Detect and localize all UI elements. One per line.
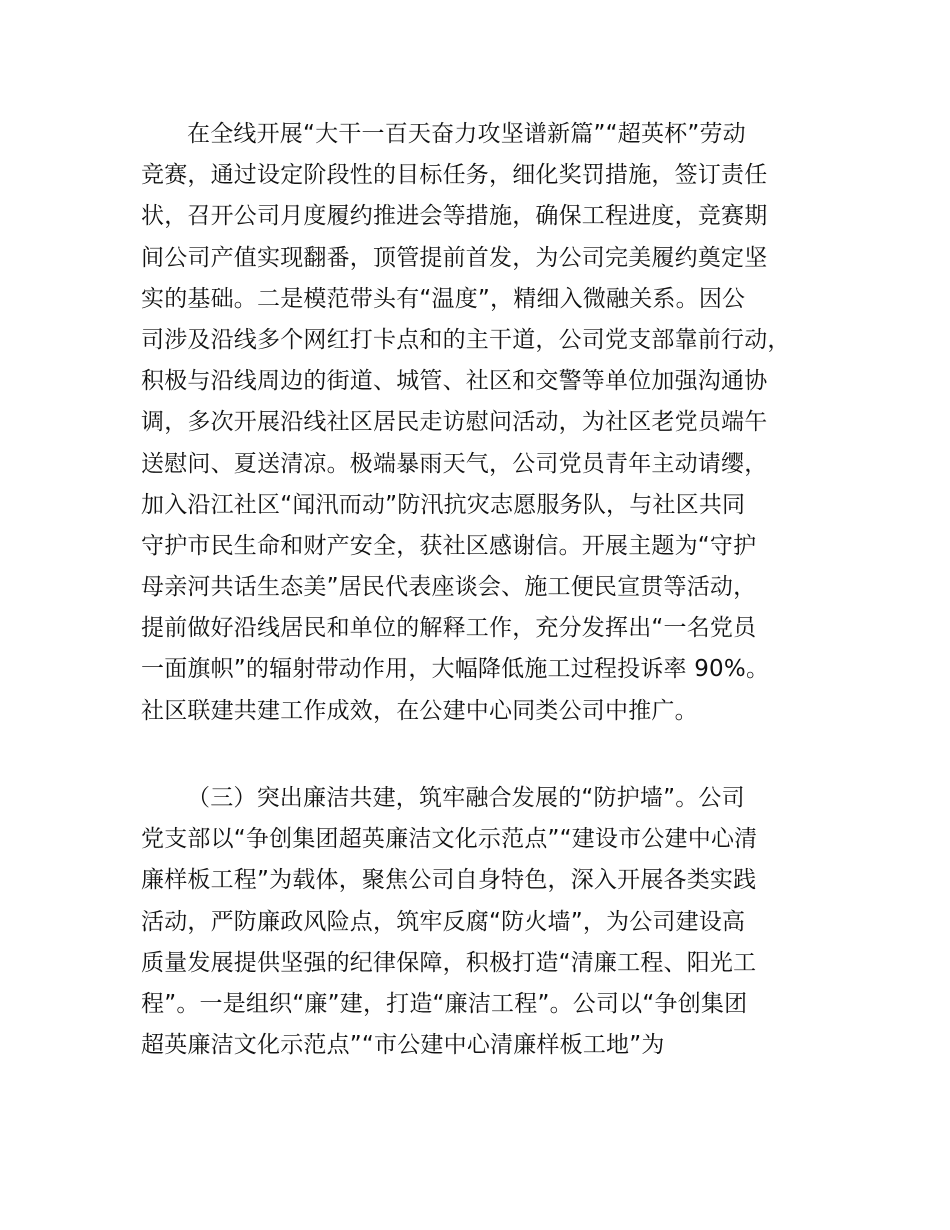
text-line: 廉样板工程”为载体，聚焦公司自身特色，深入开展各类实践 bbox=[141, 867, 757, 894]
text-line: 在全线开展“大干一百天奋力攻坚谱新篇”“超英杯”劳动 bbox=[187, 121, 746, 147]
text-line: 一面旗帜”的辐射带动作用，大幅降低施工过程投诉率 90%。 bbox=[141, 656, 770, 683]
text-line: （三）突出廉洁共建，筑牢融合发展的“防护墙”。公司 bbox=[187, 785, 745, 811]
text-line: 质量发展提供坚强的纪律保障，积极打造“清廉工程、阳光工 bbox=[141, 949, 757, 976]
text-line: 加入沿江社区“闻汛而动”防汛抗灾志愿服务队，与社区共同 bbox=[141, 491, 746, 518]
text-line: 积极与沿线周边的街道、城管、社区和交警等单位加强沟通协 bbox=[141, 368, 768, 395]
text-line: 守护市民生命和财产安全，获社区感谢信。开展主题为“守护 bbox=[141, 532, 757, 559]
text-line: 母亲河共话生态美”居民代表座谈会、施工便民宣贯等活动， bbox=[141, 574, 757, 601]
text-line: 程”。一是组织“廉”建，打造“廉洁工程”。公司以“争创集团 bbox=[141, 990, 748, 1017]
text-line: 竞赛，通过设定阶段性的目标任务，细化奖罚措施，签订责任 bbox=[141, 162, 768, 189]
paragraph-1 bbox=[141, 114, 831, 732]
text-line: 活动，严防廉政风险点，筑牢反腐“防火墙”，为公司建设高 bbox=[141, 908, 746, 935]
text-line: 超英廉洁文化示范点”“市公建中心清廉样板工地”为 bbox=[141, 1032, 665, 1059]
text-line: 调，多次开展沿线社区居民走访慰问活动，为社区老党员端午 bbox=[141, 409, 768, 436]
text-line: 司涉及沿线多个网红打卡点和的主干道，公司党支部靠前行动， bbox=[141, 326, 791, 353]
text-line: 间公司产值实现翻番，顶管提前首发，为公司完美履约奠定坚 bbox=[141, 244, 768, 271]
text-line: 状，召开公司月度履约推进会等措施，确保工程进度，竞赛期 bbox=[141, 203, 768, 230]
text-line: 党支部以“争创集团超英廉洁文化示范点”“建设市公建中心清 bbox=[141, 826, 758, 853]
text-line: 送慰问、夏送清凉。极端暴雨天气，公司党员青年主动请缨， bbox=[141, 450, 768, 477]
text-line: 实的基础。二是模范带头有“温度”，精细入微融关系。因公 bbox=[141, 285, 746, 312]
text-line: 提前做好沿线居民和单位的解释工作，充分发挥出“一名党员 bbox=[141, 615, 757, 642]
paragraph-2 bbox=[141, 778, 831, 1066]
text-line: 社区联建共建工作成效，在公建中心同类公司中推广。 bbox=[141, 697, 698, 724]
